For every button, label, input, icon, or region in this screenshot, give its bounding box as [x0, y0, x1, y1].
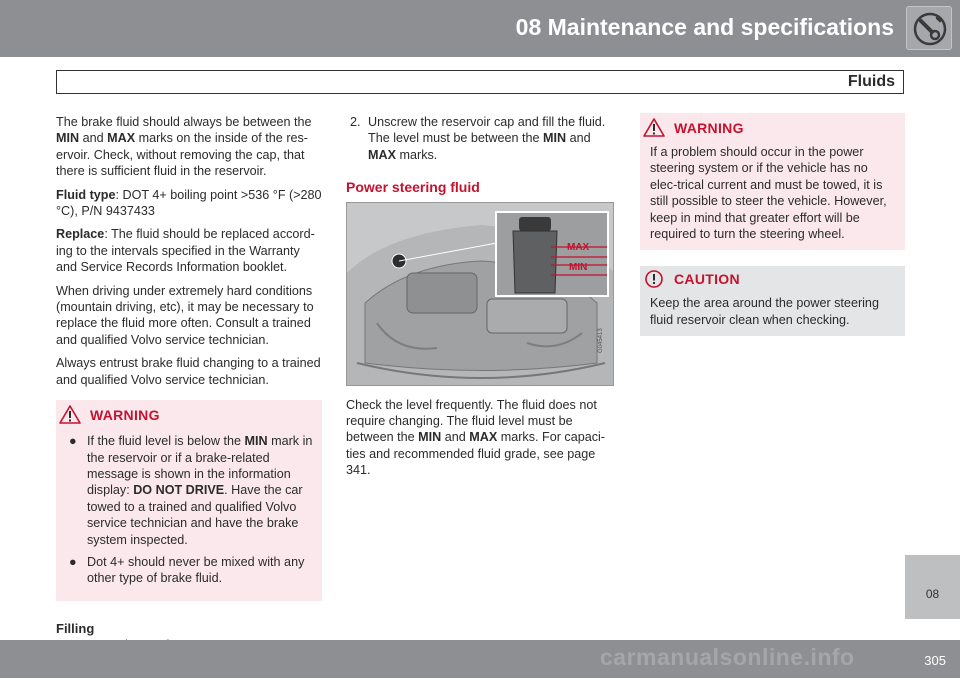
fluid-type-label: Fluid type: [56, 187, 116, 202]
max-mark: MAX: [469, 430, 498, 445]
text: marks.: [396, 147, 438, 162]
bullet-dot: ●: [69, 554, 77, 569]
page-number: 305: [924, 653, 946, 668]
warning-label: WARNING: [674, 120, 744, 136]
wrench-icon: [906, 6, 952, 50]
column-3: [640, 113, 905, 336]
watermark: carmanualsonline.info: [600, 644, 855, 670]
caution-circle-icon: [645, 270, 663, 288]
fluid-type-text: : DOT 4+ boiling point >536 °F (>280 °C), P/N 9437433: [56, 187, 322, 219]
figure-code: G045413: [598, 327, 604, 353]
engine-bay-illustration: [346, 202, 614, 386]
max-mark: MAX: [368, 147, 396, 162]
warning-label: WARNING: [90, 407, 160, 424]
text: The brake fluid should always be between the: [56, 115, 312, 129]
reservoir-inset: [495, 211, 609, 297]
max-label: MAX: [567, 241, 590, 253]
power-steering-paragraph: [346, 397, 616, 479]
chapter-title: 08 Maintenance and specifications: [515, 14, 894, 40]
steering-warning-box: [640, 113, 905, 250]
warning-body: If a problem should occur in the power steering system or if the vehicle has no elec-trical current and must be towed, it is still possible to steer the vehicle. However, keep in mind that greater effort will be required to turn the steering wheel.: [650, 145, 887, 242]
column-1: [56, 114, 322, 654]
text: Unscrew the reservoir cap and fill the fluid. The level must be between the: [368, 115, 606, 146]
min-mark: MIN: [543, 131, 567, 146]
caution-header: [640, 266, 905, 292]
chapter-tab[interactable]: [905, 555, 960, 619]
warning-header: [56, 400, 322, 429]
text: . Have the car towed to a trained and qualified Volvo service technician and have the brake system inspected.: [87, 483, 303, 547]
text: marks on the inside of the res-ervoir. Check, without removing the cap, that there is sufficient fluid in the reservoir.: [56, 131, 309, 179]
replace-text: : The fluid should be replaced accord-ing to the intervals specified in the Warranty and Service Records Information booklet.: [56, 227, 315, 275]
bullet-dot: ●: [69, 434, 77, 449]
text: Dot 4+ should never be mixed with any other type of brake fluid.: [87, 554, 305, 586]
section-title: Fluids: [847, 73, 895, 90]
replace-label: Replace: [56, 227, 105, 242]
warning-triangle-icon: [643, 118, 665, 137]
text: Check the level frequently. The fluid does not require changing. The fluid level must be between the: [346, 397, 597, 445]
min-label: MIN: [569, 261, 588, 273]
min-mark: MIN: [56, 131, 80, 146]
step-2: [346, 114, 616, 163]
text: marks. For capaci-ties and recommended fluid grade, see page 341.: [346, 430, 606, 478]
text: mark in the reservoir or if a brake-related message is shown in the information display:: [87, 434, 313, 498]
brake-warning-box: [56, 400, 322, 601]
caution-label: CAUTION: [674, 271, 740, 288]
step-number: 2.: [350, 115, 361, 129]
caution-body: Keep the area around the power steering fluid reservoir clean when checking.: [650, 296, 879, 327]
reservoir-drawing: [497, 213, 609, 297]
text: and: [566, 131, 591, 146]
min-mark: MIN: [244, 434, 268, 449]
text: If the fluid level is below the: [87, 434, 245, 449]
text: and: [441, 430, 470, 445]
warning-triangle-icon: [59, 405, 81, 424]
section-header: [56, 70, 904, 94]
entrust-paragraph: Always entrust brake fluid changing to a trained and qualified Volvo service technician.: [56, 356, 321, 387]
list-item: [64, 433, 314, 548]
max-mark: MAX: [107, 131, 136, 146]
min-mark: MIN: [418, 430, 442, 445]
power-steering-heading: Power steering fluid: [346, 179, 480, 196]
fluid-type-paragraph: [56, 187, 322, 220]
chapter-tab-number: 08: [925, 587, 940, 601]
text: and: [79, 131, 108, 146]
caution-box: [640, 266, 905, 336]
warning-header: [640, 113, 905, 142]
header-bar: [0, 0, 960, 57]
intro-paragraph: [56, 114, 322, 180]
list-item: [64, 554, 314, 587]
replace-paragraph: [56, 226, 322, 275]
column-2: [346, 114, 616, 486]
do-not-drive-text: DO NOT DRIVE: [133, 483, 225, 498]
warning-body: [56, 429, 322, 587]
filling-heading: Filling: [56, 620, 95, 636]
extreme-conditions-paragraph: When driving under extremely hard conditions (mountain driving, etc), it may be necessary to replace the fluid more often. Consult a trained and qualified Volvo service technician.: [56, 283, 314, 347]
